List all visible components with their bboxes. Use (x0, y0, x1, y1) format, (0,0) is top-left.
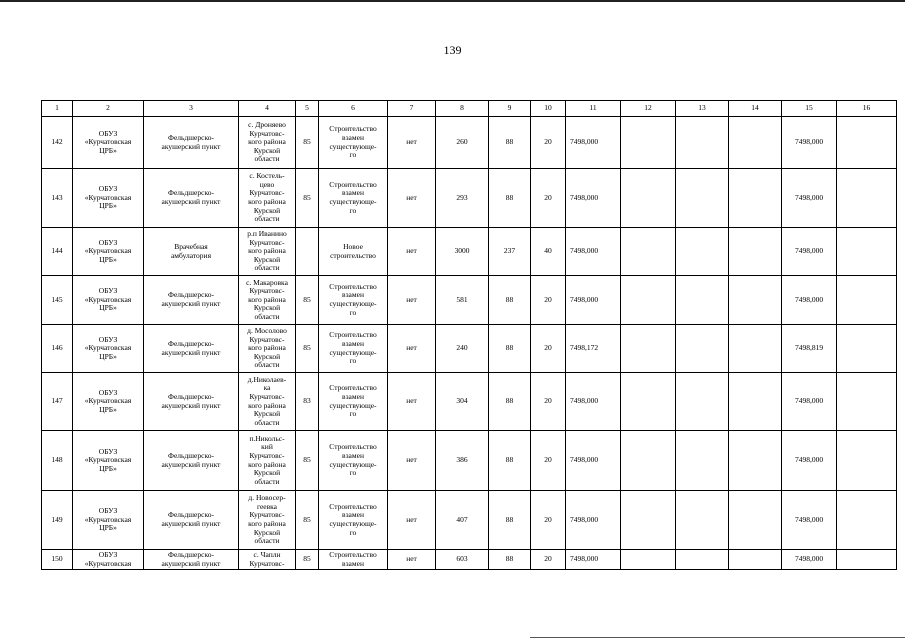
location-cell: с. Чаплн Курчатовс- (239, 550, 296, 570)
col5-cell: 85 (296, 276, 319, 325)
col11-cell: 7498,172 (566, 325, 621, 373)
work-type-cell: Строительство взамен существующе- го (319, 276, 388, 325)
organization-cell: ОБУЗ «Курчатовская ЦРБ» (73, 276, 144, 325)
organization-cell: ОБУЗ «Курчатовская ЦРБ» (73, 491, 144, 550)
col15-cell: 7498,000 (782, 117, 837, 169)
facility-type-cell: Фельдшерско- акушерский пункт (144, 431, 239, 491)
col13-cell (676, 325, 729, 373)
col12-cell (621, 169, 676, 228)
col7-cell: нет (388, 276, 436, 325)
col13-cell (676, 550, 729, 570)
col12-cell (621, 325, 676, 373)
row-number: 144 (42, 228, 73, 276)
location-cell: с. Костель- цево Курчатовс- кого района Курской области (239, 169, 296, 228)
scan-bottom-edge (530, 637, 905, 638)
col5-cell: 83 (296, 373, 319, 431)
col12-cell (621, 276, 676, 325)
header-cell: 4 (239, 101, 296, 117)
col9-cell: 88 (489, 325, 531, 373)
col15-cell: 7498,000 (782, 550, 837, 570)
row-number: 147 (42, 373, 73, 431)
col12-cell (621, 228, 676, 276)
col5-cell: 85 (296, 491, 319, 550)
row-number: 142 (42, 117, 73, 169)
header-cell: 15 (782, 101, 837, 117)
organization-cell: ОБУЗ «Курчатовская (73, 550, 144, 570)
col11-cell: 7498,000 (566, 431, 621, 491)
col10-cell: 20 (531, 325, 566, 373)
col14-cell (729, 228, 782, 276)
col13-cell (676, 276, 729, 325)
table-row (42, 431, 897, 491)
col16-cell (837, 550, 897, 570)
col8-cell: 581 (436, 276, 489, 325)
table-row (42, 491, 897, 550)
col13-cell (676, 228, 729, 276)
organization-cell: ОБУЗ «Курчатовская ЦРБ» (73, 431, 144, 491)
header-cell: 1 (42, 101, 73, 117)
col10-cell: 20 (531, 276, 566, 325)
scan-top-edge (0, 0, 905, 2)
row-number: 150 (42, 550, 73, 570)
col12-cell (621, 431, 676, 491)
row-number: 145 (42, 276, 73, 325)
col7-cell: нет (388, 373, 436, 431)
col15-cell: 7498,819 (782, 325, 837, 373)
header-cell: 16 (837, 101, 897, 117)
col5-cell: 85 (296, 550, 319, 570)
col11-cell: 7498,000 (566, 550, 621, 570)
col12-cell (621, 550, 676, 570)
work-type-cell: Строительство взамен существующе- го (319, 431, 388, 491)
col11-cell: 7498,000 (566, 228, 621, 276)
header-cell: 7 (388, 101, 436, 117)
col8-cell: 240 (436, 325, 489, 373)
col16-cell (837, 169, 897, 228)
header-cell: 13 (676, 101, 729, 117)
col15-cell: 7498,000 (782, 431, 837, 491)
row-number: 149 (42, 491, 73, 550)
table-row (42, 117, 897, 169)
location-cell: п.Никольс- кий Курчатовс- кого района Курской области (239, 431, 296, 491)
col9-cell: 88 (489, 276, 531, 325)
col16-cell (837, 491, 897, 550)
col7-cell: нет (388, 169, 436, 228)
work-type-cell: Строительство взамен существующе- го (319, 117, 388, 169)
col11-cell: 7498,000 (566, 117, 621, 169)
col13-cell (676, 373, 729, 431)
header-cell: 6 (319, 101, 388, 117)
col16-cell (837, 431, 897, 491)
col13-cell (676, 431, 729, 491)
col7-cell: нет (388, 117, 436, 169)
col9-cell: 88 (489, 373, 531, 431)
col8-cell: 603 (436, 550, 489, 570)
col14-cell (729, 373, 782, 431)
col9-cell: 237 (489, 228, 531, 276)
col15-cell: 7498,000 (782, 491, 837, 550)
row-number: 148 (42, 431, 73, 491)
organization-cell: ОБУЗ «Курчатовская ЦРБ» (73, 228, 144, 276)
col14-cell (729, 169, 782, 228)
work-type-cell: Строительство взамен (319, 550, 388, 570)
col5-cell: 85 (296, 431, 319, 491)
work-type-cell: Строительство взамен существующе- го (319, 325, 388, 373)
col11-cell: 7498,000 (566, 169, 621, 228)
col8-cell: 386 (436, 431, 489, 491)
col10-cell: 20 (531, 491, 566, 550)
col9-cell: 88 (489, 550, 531, 570)
col16-cell (837, 117, 897, 169)
col10-cell: 20 (531, 117, 566, 169)
col8-cell: 260 (436, 117, 489, 169)
table-row (42, 325, 897, 373)
organization-cell: ОБУЗ «Курчатовская ЦРБ» (73, 373, 144, 431)
table-row (42, 373, 897, 431)
col7-cell: нет (388, 325, 436, 373)
col16-cell (837, 373, 897, 431)
col9-cell: 88 (489, 117, 531, 169)
col14-cell (729, 276, 782, 325)
location-cell: д. Новосер- геевка Курчатовс- кого района Курской области (239, 491, 296, 550)
col14-cell (729, 117, 782, 169)
col9-cell: 88 (489, 169, 531, 228)
col10-cell: 40 (531, 228, 566, 276)
header-cell: 10 (531, 101, 566, 117)
col5-cell: 85 (296, 117, 319, 169)
facility-type-cell: Фельдшерско- акушерский пункт (144, 276, 239, 325)
col9-cell: 88 (489, 431, 531, 491)
work-type-cell: Строительство взамен существующе- го (319, 491, 388, 550)
organization-cell: ОБУЗ «Курчатовская ЦРБ» (73, 169, 144, 228)
work-type-cell: Строительство взамен существующе- го (319, 373, 388, 431)
facilities-table (41, 100, 897, 570)
col10-cell: 20 (531, 550, 566, 570)
col7-cell: нет (388, 431, 436, 491)
facility-type-cell: Фельдшерско- акушерский пункт (144, 550, 239, 570)
header-cell: 8 (436, 101, 489, 117)
col14-cell (729, 491, 782, 550)
header-cell: 9 (489, 101, 531, 117)
location-cell: д. Мосолово Курчатовс- кого района Курской области (239, 325, 296, 373)
col11-cell: 7498,000 (566, 373, 621, 431)
col12-cell (621, 491, 676, 550)
col7-cell: нет (388, 550, 436, 570)
facility-type-cell: Врачебная амбулатория (144, 228, 239, 276)
header-cell: 12 (621, 101, 676, 117)
col15-cell: 7498,000 (782, 276, 837, 325)
facility-type-cell: Фельдшерско- акушерский пункт (144, 491, 239, 550)
header-cell: 5 (296, 101, 319, 117)
facility-type-cell: Фельдшерско- акушерский пункт (144, 117, 239, 169)
location-cell: д.Николаев- ка Курчатовс- кого района Курской области (239, 373, 296, 431)
col7-cell: нет (388, 228, 436, 276)
col14-cell (729, 325, 782, 373)
col8-cell: 293 (436, 169, 489, 228)
location-cell: р.п Иванино Курчатовс- кого района Курской области (239, 228, 296, 276)
table-row (42, 550, 897, 570)
col16-cell (837, 325, 897, 373)
col8-cell: 3000 (436, 228, 489, 276)
col14-cell (729, 431, 782, 491)
location-cell: с. Дроняево Курчатовс- кого района Курской области (239, 117, 296, 169)
col15-cell: 7498,000 (782, 169, 837, 228)
table-row (42, 169, 897, 228)
row-number: 143 (42, 169, 73, 228)
facility-type-cell: Фельдшерско- акушерский пункт (144, 169, 239, 228)
col13-cell (676, 169, 729, 228)
col5-cell: 85 (296, 169, 319, 228)
col7-cell: нет (388, 491, 436, 550)
organization-cell: ОБУЗ «Курчатовская ЦРБ» (73, 325, 144, 373)
header-cell: 14 (729, 101, 782, 117)
col12-cell (621, 117, 676, 169)
col15-cell: 7498,000 (782, 228, 837, 276)
col10-cell: 20 (531, 169, 566, 228)
table-header-row (42, 101, 897, 117)
row-number: 146 (42, 325, 73, 373)
col12-cell (621, 373, 676, 431)
facility-type-cell: Фельдшерско- акушерский пункт (144, 325, 239, 373)
location-cell: с. Макаровка Курчатовс- кого района Курской области (239, 276, 296, 325)
col8-cell: 407 (436, 491, 489, 550)
col11-cell: 7498,000 (566, 276, 621, 325)
col5-cell (296, 228, 319, 276)
organization-cell: ОБУЗ «Курчатовская ЦРБ» (73, 117, 144, 169)
col11-cell: 7498,000 (566, 491, 621, 550)
col5-cell: 85 (296, 325, 319, 373)
col10-cell: 20 (531, 431, 566, 491)
header-cell: 2 (73, 101, 144, 117)
col16-cell (837, 228, 897, 276)
work-type-cell: Строительство взамен существующе- го (319, 169, 388, 228)
col9-cell: 88 (489, 491, 531, 550)
col8-cell: 304 (436, 373, 489, 431)
col15-cell: 7498,000 (782, 373, 837, 431)
table-row (42, 228, 897, 276)
col16-cell (837, 276, 897, 325)
col13-cell (676, 117, 729, 169)
header-cell: 11 (566, 101, 621, 117)
col14-cell (729, 550, 782, 570)
col10-cell: 20 (531, 373, 566, 431)
page-number: 139 (443, 43, 462, 57)
header-cell: 3 (144, 101, 239, 117)
facility-type-cell: Фельдшерско- акушерский пункт (144, 373, 239, 431)
work-type-cell: Новое строительство (319, 228, 388, 276)
col13-cell (676, 491, 729, 550)
table-row (42, 276, 897, 325)
